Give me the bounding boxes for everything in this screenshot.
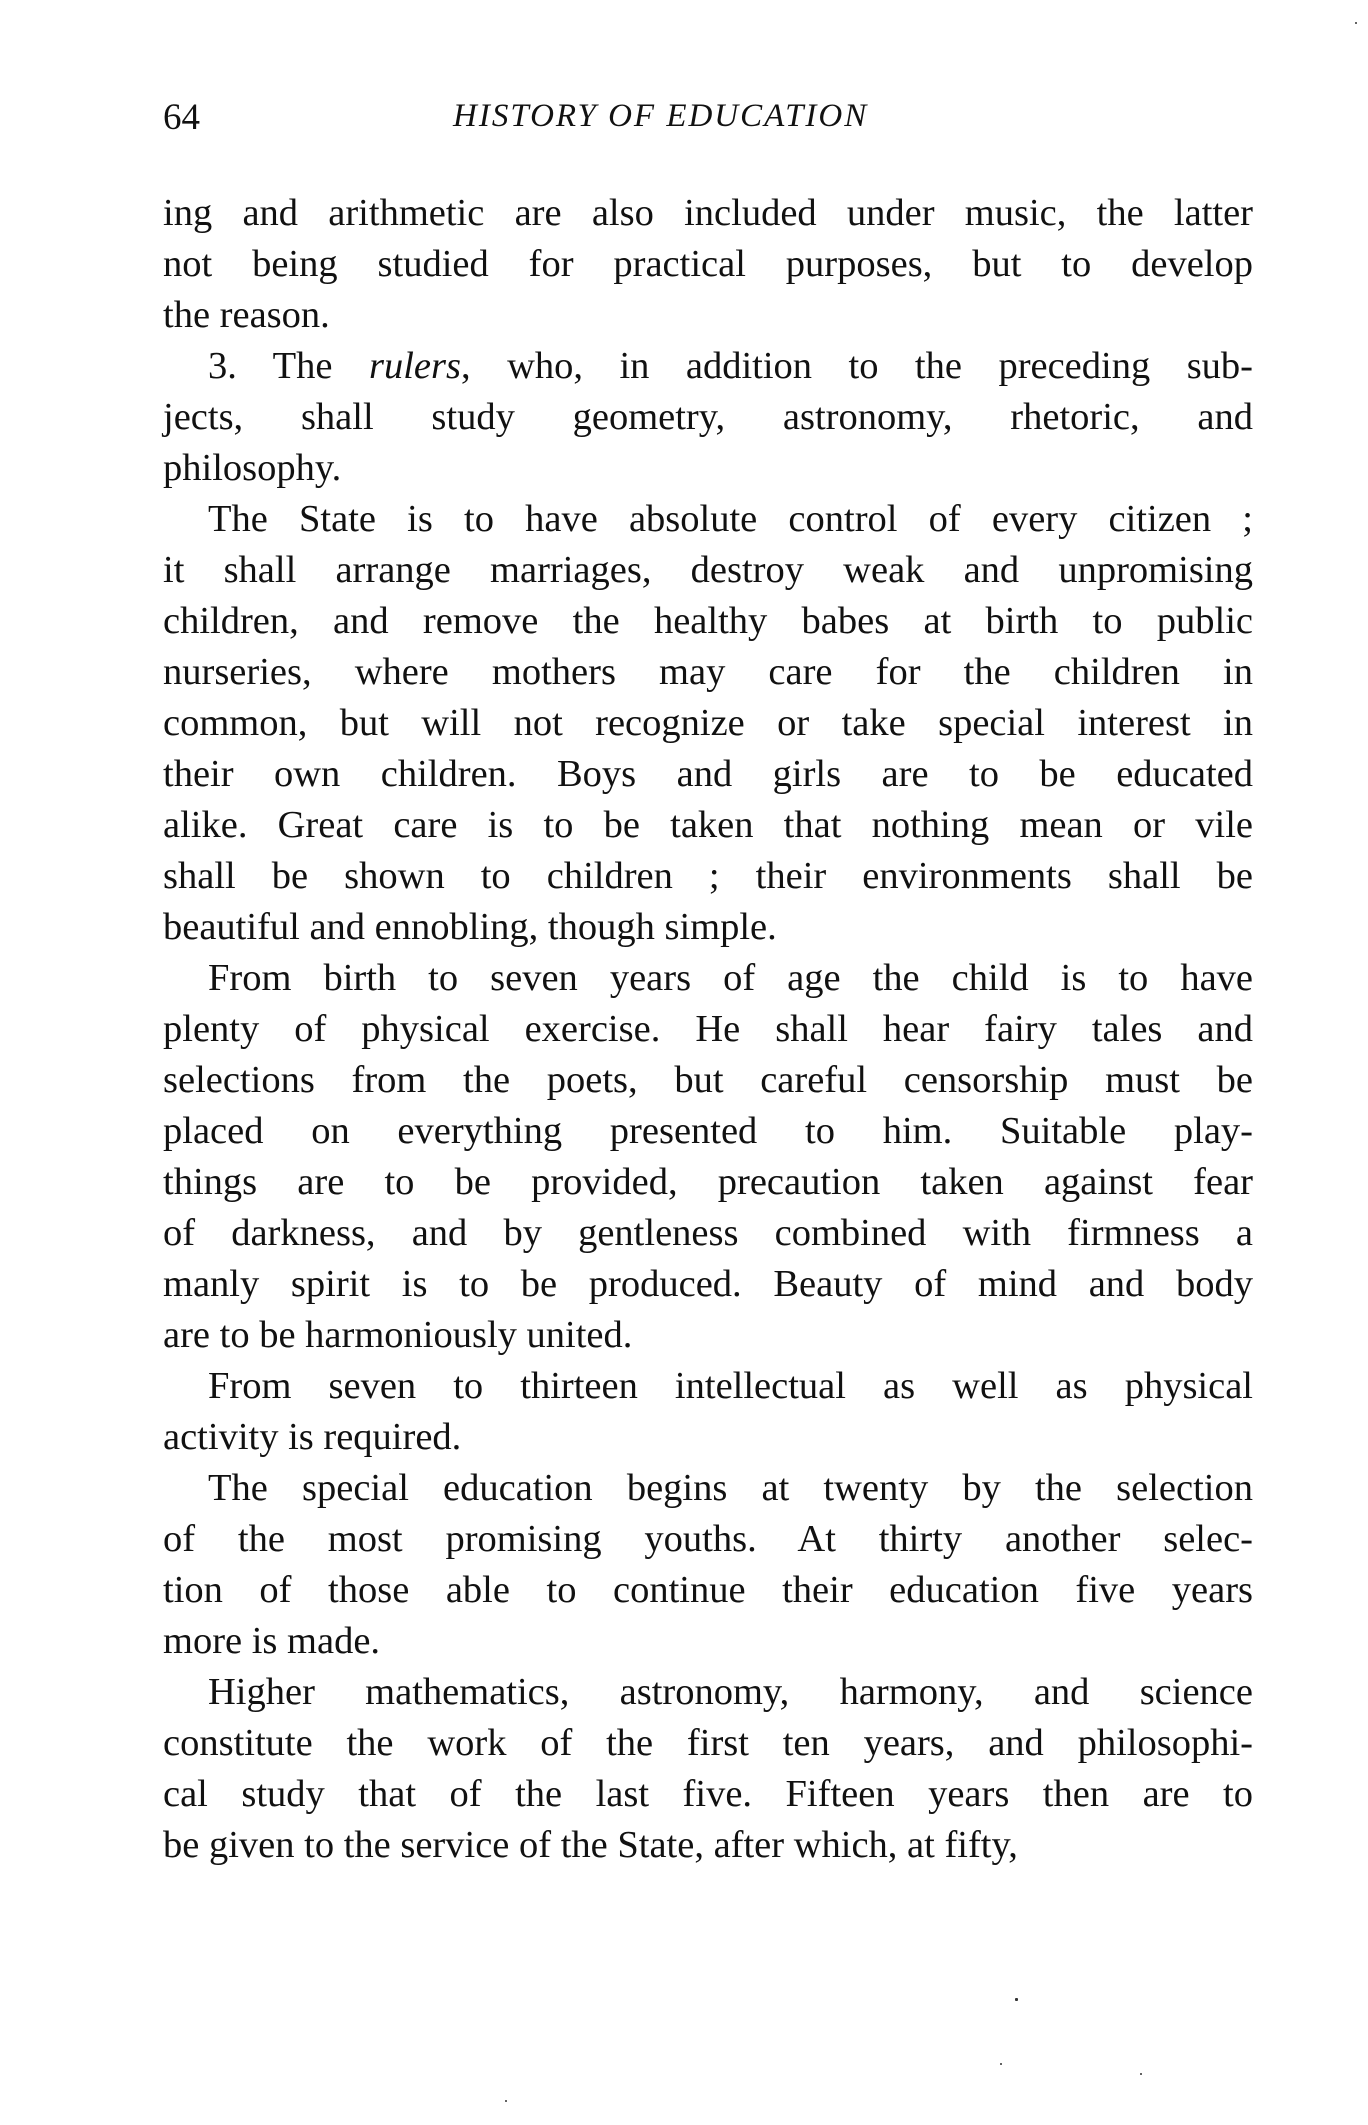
text-line xyxy=(163,902,1253,953)
line-text: of darkness, and by gentleness combined with firmness a xyxy=(163,1212,1253,1254)
line-text: more is made. xyxy=(163,1620,381,1662)
text-line xyxy=(163,1361,1253,1412)
line-text: The State is to have absolute control of every citizen ; xyxy=(208,498,1253,540)
text-line xyxy=(163,1820,1253,1871)
text-line xyxy=(163,1310,1253,1361)
paragraph xyxy=(163,1667,1253,1871)
line-text: philosophy. xyxy=(163,447,342,489)
line-text: tion of those able to continue their education five years xyxy=(163,1569,1253,1611)
line-text: jects, shall study geometry, astronomy, rhetoric, and xyxy=(163,396,1253,438)
scan-speck xyxy=(505,2100,507,2102)
emphasized-text: rulers xyxy=(368,345,461,387)
text-line xyxy=(163,1208,1253,1259)
paragraph xyxy=(163,953,1253,1361)
text-line xyxy=(163,647,1253,698)
paragraph xyxy=(163,1463,1253,1667)
text-line xyxy=(163,1055,1253,1106)
text-line xyxy=(163,494,1253,545)
line-text: be given to the service of the State, after which, at fifty, xyxy=(163,1824,1018,1866)
line-text: Higher mathematics, astronomy, harmony, and science xyxy=(208,1671,1253,1713)
line-text: The special education begins at twenty by the selection xyxy=(208,1467,1253,1509)
text-line xyxy=(163,1616,1253,1667)
line-text: constitute the work of the first ten years, and philosophi- xyxy=(163,1722,1253,1764)
line-text: the reason. xyxy=(163,294,330,336)
line-text: of the most promising youths. At thirty another selec- xyxy=(163,1518,1253,1560)
paragraph xyxy=(163,341,1253,494)
text-line xyxy=(163,290,1253,341)
body-text xyxy=(163,188,1253,1871)
text-line xyxy=(163,1667,1253,1718)
text-line xyxy=(163,1259,1253,1310)
scan-speck xyxy=(1140,2073,1142,2075)
line-text: are to be harmoniously united. xyxy=(163,1314,633,1356)
paragraph xyxy=(163,1361,1253,1463)
line-text: ing and arithmetic are also included under music, the latter xyxy=(163,192,1253,234)
line-text: manly spirit is to be produced. Beauty of mind and body xyxy=(163,1263,1253,1305)
line-text: selections from the poets, but careful censorship must be xyxy=(163,1059,1253,1101)
text-line xyxy=(163,698,1253,749)
text-line xyxy=(163,188,1253,239)
text-line xyxy=(163,800,1253,851)
line-text: From seven to thirteen intellectual as well as physical xyxy=(208,1365,1253,1407)
text-line xyxy=(163,341,1253,392)
line-text: it shall arrange marriages, destroy weak and unpromising xyxy=(163,549,1253,591)
text-line xyxy=(163,443,1253,494)
line-text: 3. The xyxy=(208,345,369,387)
scan-speck xyxy=(1015,1998,1018,2001)
text-line xyxy=(163,1769,1253,1820)
text-line xyxy=(163,1004,1253,1055)
line-text: alike. Great care is to be taken that nothing mean or vile xyxy=(163,804,1253,846)
text-line xyxy=(163,596,1253,647)
text-line xyxy=(163,239,1253,290)
line-text: beautiful and ennobling, though simple. xyxy=(163,906,777,948)
text-line xyxy=(163,1157,1253,1208)
text-line xyxy=(163,1514,1253,1565)
line-text: their own children. Boys and girls are to be educated xyxy=(163,753,1253,795)
scan-speck xyxy=(1000,2063,1002,2065)
line-text: cal study that of the last five. Fifteen years then are to xyxy=(163,1773,1253,1815)
text-line xyxy=(163,392,1253,443)
text-line xyxy=(163,749,1253,800)
page-number: 64 xyxy=(163,97,200,138)
line-text: nurseries, where mothers may care for the children in xyxy=(163,651,1253,693)
text-line xyxy=(163,1718,1253,1769)
text-line xyxy=(163,1106,1253,1157)
line-text: , who, in addition to the preceding sub- xyxy=(460,345,1253,387)
line-text: common, but will not recognize or take special interest in xyxy=(163,702,1253,744)
text-line xyxy=(163,1412,1253,1463)
paragraph xyxy=(163,188,1253,341)
paragraph xyxy=(163,494,1253,953)
text-line xyxy=(163,1463,1253,1514)
running-title: HISTORY OF EDUCATION xyxy=(453,98,869,134)
text-line xyxy=(163,1565,1253,1616)
scan-speck xyxy=(1355,22,1357,24)
text-line xyxy=(163,851,1253,902)
line-text: placed on everything presented to him. Suitable play- xyxy=(163,1110,1253,1152)
line-text: things are to be provided, precaution taken against fear xyxy=(163,1161,1253,1203)
text-line xyxy=(163,953,1253,1004)
text-line xyxy=(163,545,1253,596)
line-text: activity is required. xyxy=(163,1416,462,1458)
line-text: From birth to seven years of age the child is to have xyxy=(208,957,1253,999)
line-text: not being studied for practical purposes, but to develop xyxy=(163,243,1253,285)
running-head xyxy=(163,96,1253,140)
line-text: children, and remove the healthy babes at birth to public xyxy=(163,600,1253,642)
line-text: plenty of physical exercise. He shall hear fairy tales and xyxy=(163,1008,1253,1050)
line-text: shall be shown to children ; their environments shall be xyxy=(163,855,1253,897)
